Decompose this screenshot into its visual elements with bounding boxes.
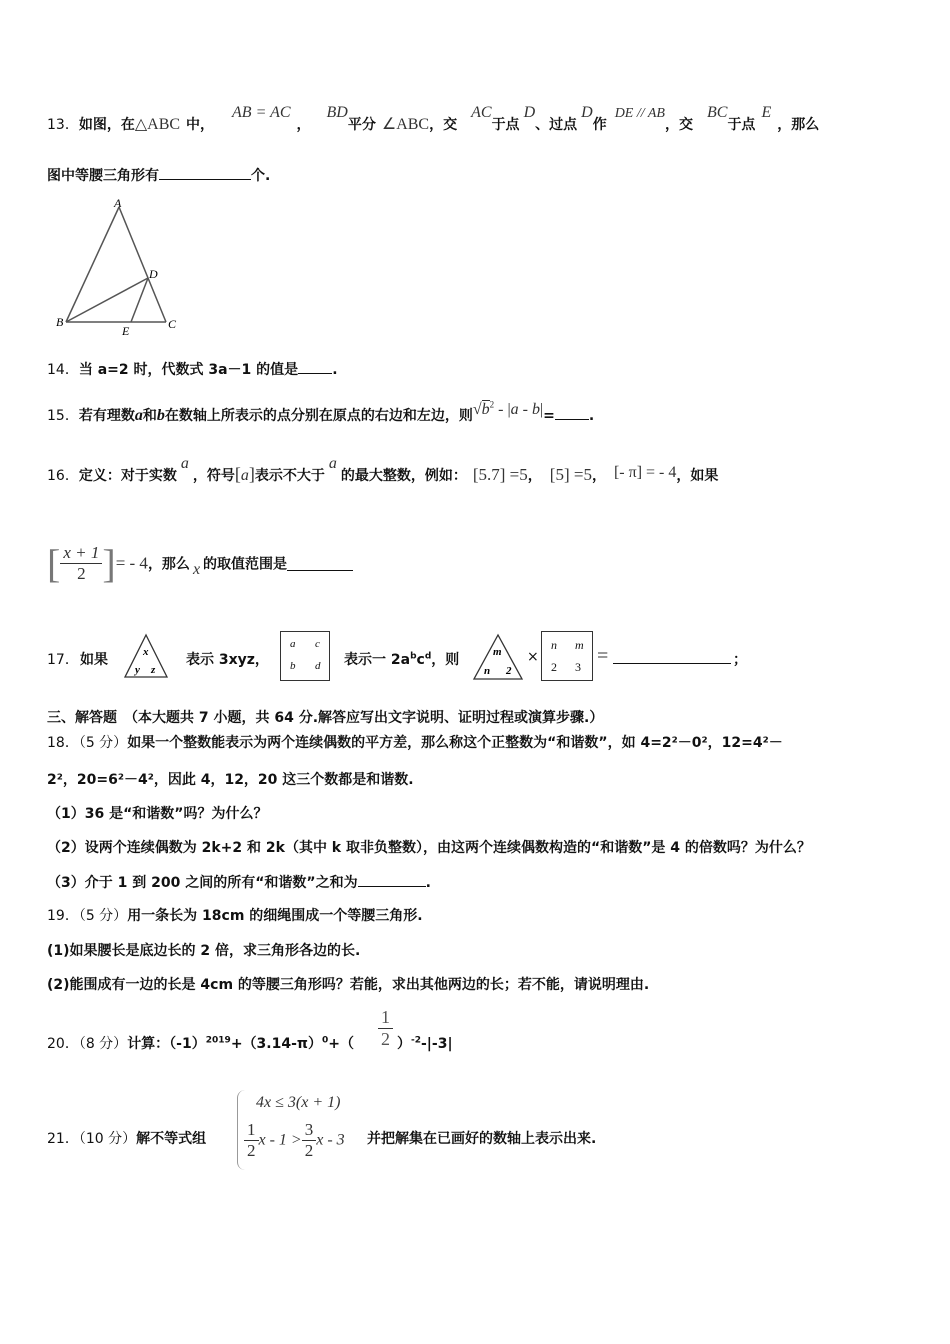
q20-expr: 20．（8 分）计算：$(-1)^{2019}+(3.14-\pi)^0+$（ — [47, 1035, 354, 1052]
svg-text:m: m — [493, 646, 502, 658]
fraction: $\frac{x + 1}{2}$ — [60, 543, 102, 584]
fraction-half: $\frac{1}{2}$ — [378, 1007, 393, 1050]
side-ac — [119, 207, 166, 322]
q18-part1: （1）36 是“和谐数”吗？为什么？ — [47, 806, 268, 822]
label-d: D — [149, 267, 158, 281]
svg-text:y: y — [135, 664, 140, 676]
section-heading: 三、解答题 （本大题共 7 小题，共 64 分.解答应写出文字说明、证明过程或演算步骤.） — [47, 710, 604, 726]
q19-line1: 19．（5 分）用一条长为 18cm 的细绳围成一个等腰三角形. — [47, 908, 423, 924]
q15: 15．若有理数a和b在数轴上所表示的点分别在原点的右边和左边，则$√b^2 - |a - b|=$ . — [47, 399, 595, 424]
triangle-figure — [52, 195, 182, 340]
segment-de — [131, 278, 148, 322]
q16-line1: 16．定义：对于实数a，符号[a]表示不大于a的最大整数，例如： [5.7] =5， [5] =5， [- π] = - 4，如果 — [47, 455, 719, 484]
q13-line1: 13．如图，在△ABC 中，AB = AC，BD平分 ∠ABC，交AC于点D、过点D作DE // AB，交BC于点E，那么 — [47, 104, 820, 133]
svg-text:z: z — [151, 664, 156, 676]
triangle-xyz — [123, 633, 169, 679]
answer-blank[interactable] — [358, 872, 426, 887]
box-nm23: n m 2 3 — [541, 631, 593, 681]
answer-blank[interactable] — [287, 556, 353, 571]
svg-text:x: x — [143, 646, 149, 658]
svg-text:n: n — [484, 665, 491, 677]
label-e: E — [122, 324, 130, 338]
triangle-mn2 — [472, 633, 524, 681]
q20-tail: ）$^{-2}$-|-3| — [397, 1035, 453, 1052]
inequality-system — [237, 1090, 368, 1170]
label-a: A — [114, 196, 122, 210]
answer-blank[interactable] — [613, 649, 731, 664]
q14: 14．当 a=2 时，代数式 3a－1 的值是 . — [47, 359, 338, 379]
q16-line2: [ $\frac{x + 1}{2}$ ]= - 4，那么 x 的取值范围是 — [47, 540, 353, 587]
label-b: B — [56, 315, 64, 329]
q19-part1: (1)如果腰长是底边长的 2 倍，求三角形各边的长. — [47, 943, 361, 959]
q18-line2: 2²，20=6²－4²，因此 4，12，20 这三个数都是和谐数. — [47, 772, 414, 788]
box-abcd: a c b d — [280, 631, 330, 681]
sqrt-expr: $√b^2 - |a - b|$ — [472, 399, 544, 418]
q13-number: 13． — [47, 117, 79, 133]
answer-blank[interactable] — [298, 359, 332, 374]
answer-blank[interactable] — [555, 405, 589, 420]
q19-part2: (2)能围成有一边的长是 4cm 的等腰三角形吗？若能，求出其他两边的长；若不能，请说明理由. — [47, 977, 650, 993]
q17-text: 表示一 $2a^bc^d$，则 — [344, 651, 460, 668]
answer-blank[interactable] — [159, 165, 251, 180]
inequality-2: $\frac{1}{2}$ x - 1 > $\frac{3}{2}$ x - 3 — [244, 1120, 345, 1161]
q13-line2: 图中等腰三角形有 个. — [47, 165, 270, 185]
segment-bd — [66, 278, 148, 322]
side-ab — [66, 207, 119, 322]
inequality-1: 4x ≤ 3(x + 1) — [256, 1094, 341, 1111]
svg-text:2: 2 — [506, 665, 512, 677]
q18-line1: 18．（5 分）如果一个整数能表示为两个连续偶数的平方差，那么称这个正整数为“和谐数”，如 4=2²－0²，12=4²－ — [47, 735, 783, 751]
label-c: C — [168, 317, 177, 331]
q18-part2: （2）设两个连续偶数为 2k+2 和 2k（其中 k 取非负整数），由这两个连续偶数构造的“和谐数”是 4 的倍数吗？为什么？ — [47, 840, 811, 856]
q18-part3: （3）介于 1 到 200 之间的所有“和谐数”之和为 . — [47, 872, 431, 892]
